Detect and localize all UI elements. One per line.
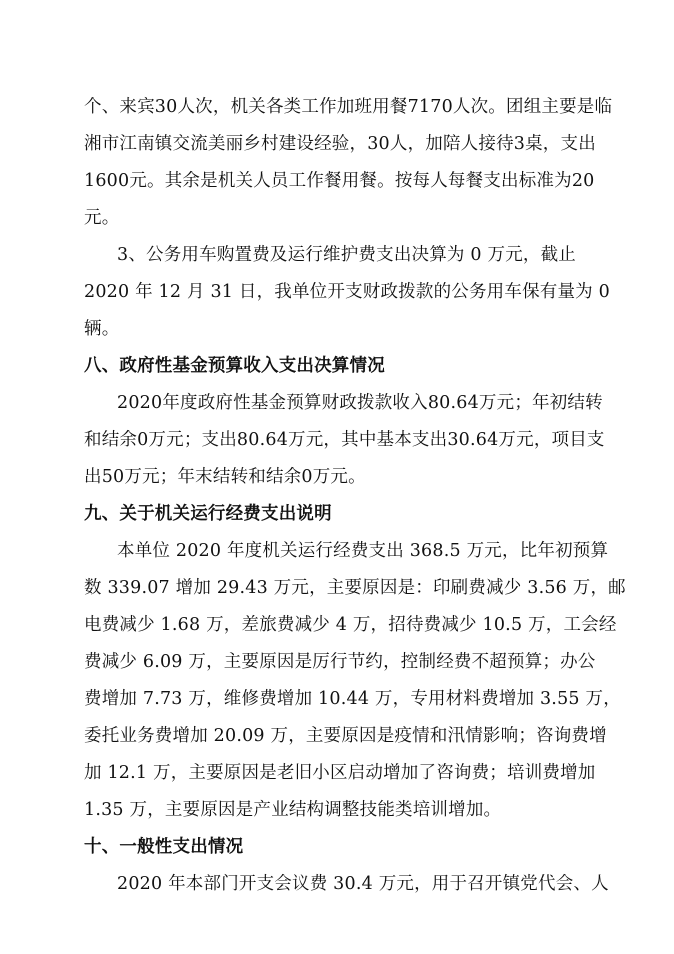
para-b-line-2: 2020 年 12 月 31 日，我单位开支财政拨款的公务用车保有量为 0 xyxy=(84,282,610,302)
section-10-heading: 十、一般性支出情况 xyxy=(84,837,244,857)
para-a-line-2: 湘市江南镇交流美丽乡村建设经验，30人，加陪人接待3桌，支出 xyxy=(84,134,596,154)
section-8-line-1: 2020年度政府性基金预算财政拨款收入80.64万元；年初结转 xyxy=(117,393,603,413)
section-9-line-1: 本单位 2020 年度机关运行经费支出 368.5 万元，比年初预算 xyxy=(117,541,609,561)
section-9-line-3: 电费减少 1.68 万，差旅费减少 4 万，招待费减少 10.5 万，工会经 xyxy=(84,615,617,635)
section-8-heading: 八、政府性基金预算收入支出决算情况 xyxy=(84,356,385,376)
section-10-line-1: 2020 年本部门开支会议费 30.4 万元，用于召开镇党代会、人 xyxy=(117,874,609,894)
section-9-line-6: 委托业务费增加 20.09 万，主要原因是疫情和汛情影响；咨询费增 xyxy=(84,726,607,746)
section-9-line-5: 费增加 7.73 万，维修费增加 10.44 万，专用材料费增加 3.55 万， xyxy=(84,689,621,709)
para-b-line-3: 辆。 xyxy=(84,319,120,339)
section-9-line-8: 1.35 万，主要原因是产业结构调整技能类培训增加。 xyxy=(84,800,502,820)
para-a-line-3: 1600元。其余是机关人员工作餐用餐。按每人每餐支出标准为20 xyxy=(84,171,595,191)
para-a-line-4: 元。 xyxy=(84,208,120,228)
section-8-line-3: 出50万元；年末结转和结余0万元。 xyxy=(84,467,366,487)
section-9-line-4: 费减少 6.09 万，主要原因是厉行节约，控制经费不超预算；办公 xyxy=(84,652,596,672)
section-9-line-2: 数 339.07 增加 29.43 万元，主要原因是：印刷费减少 3.56 万，邮 xyxy=(84,578,626,598)
para-b-line-1: 3、公务用车购置费及运行维护费支出决算为 0 万元，截止 xyxy=(117,245,576,265)
section-9-line-7: 加 12.1 万，主要原因是老旧小区启动增加了咨询费；培训费增加 xyxy=(84,763,596,783)
section-8-line-2: 和结余0万元；支出80.64万元，其中基本支出30.64万元，项目支 xyxy=(84,430,605,450)
section-9-heading: 九、关于机关运行经费支出说明 xyxy=(84,504,332,524)
para-a-line-1: 个、来宾30人次，机关各类工作加班用餐7170人次。团组主要是临 xyxy=(84,97,613,117)
